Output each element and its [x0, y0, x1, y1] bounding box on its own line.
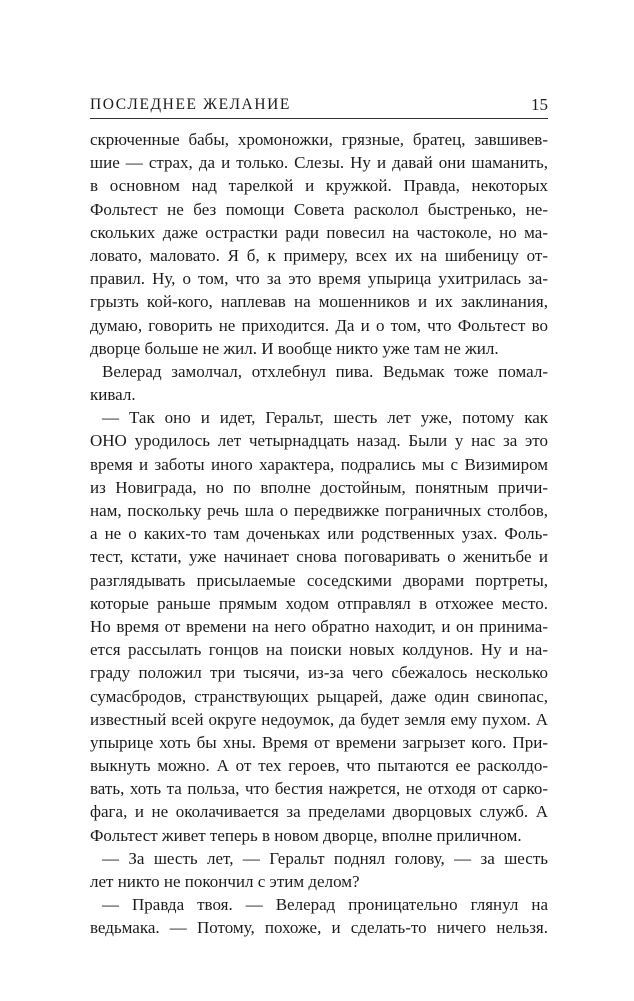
text-line: упырице хоть бы хны. Время от времени загрызет кого. При- — [90, 732, 548, 752]
text-line: Но время от времени на него обратно находит, и он принима- — [90, 616, 548, 636]
text-line: выкнуть можно. А от тех героев, что пытаются ее расколдо- — [90, 756, 548, 776]
text-line: шие — страх, да и только. Слезы. Ну и давай они шаманить, — [90, 153, 548, 173]
text-line: скрюченные бабы, хромоножки, грязные, братец, завшивев- — [90, 130, 548, 149]
text-line: сумасбродов, странствующих рыцарей, даже один свинопас, — [90, 686, 548, 706]
text-line: — Правда твоя. — Велерад проницательно глянул на — [102, 895, 548, 915]
text-line: — Так оно и идет, Геральт, шесть лет уже, потому как — [102, 408, 548, 428]
text-line: думаю, говорить не приходится. Да и о том, что Фольтест во — [90, 315, 548, 335]
text-line: вать, хоть та польза, что бестия нажрется, не отходя от сарко- — [90, 779, 548, 799]
text-line: тест, кстати, уже начинает снова поговаривать о женитьбе и — [90, 547, 548, 567]
page-number: 15 — [531, 95, 548, 114]
text-line: время и заботы иного характера, подрались мы с Визимиром — [90, 454, 548, 474]
text-line: лет никто не покончил с этим делом? — [90, 872, 360, 891]
text-line: ется рассылать гонцов на поиски новых колдунов. Ну и на- — [90, 640, 548, 660]
text-line: дворце больше не жил. И вообще никто уже там не жил. — [90, 338, 499, 358]
text-line: а не о каких-то там доченьках или родственных узах. Фоль- — [90, 524, 548, 544]
text-line: фага, и не околачивается за пределами дворцовых служб. А — [90, 802, 548, 822]
text-line: кивал. — [90, 385, 136, 405]
text-line: известный всей округе недоумок, да будет земля ему пухом. А — [90, 709, 548, 729]
text-line: грызть кой-кого, наплевав на мошенников и их заклинания, — [90, 292, 548, 312]
body-text — [90, 128, 548, 940]
text-line: Фольтест живет теперь в новом дворце, вполне приличном. — [90, 825, 522, 845]
text-line: ведьмака. — Потому, похоже, и сделать-то ничего нельзя. — [90, 918, 548, 938]
header-rule — [90, 118, 548, 119]
text-line: Фольтест не без помощи Совета расколол быстренько, не- — [90, 199, 548, 219]
running-head — [90, 95, 548, 119]
text-line: в основном над тарелкой и кружкой. Правда, некоторых — [90, 176, 548, 196]
running-title: ПОСЛЕДНЕЕ ЖЕЛАНИЕ — [90, 96, 291, 113]
text-line: из Новиграда, но по вполне достойным, понятным причи- — [90, 477, 548, 497]
text-line: скольких даже остраcтки ради повесил на частоколе, но ма- — [90, 222, 548, 242]
text-line: — За шесть лет, — Геральт поднял голову, — за шесть — [102, 848, 548, 868]
text-line: нам, поскольку речь шла о передвижке пограничных столбов, — [90, 501, 548, 520]
text-line: Велерад замолчал, отхлебнул пива. Ведьмак тоже помал- — [102, 361, 548, 381]
text-line: правил. Ну, о том, что за это время упырица ухитрилась за- — [90, 269, 548, 289]
text-line: граду положил три тысячи, из-за чего сбежалось несколько — [90, 663, 548, 683]
text-line: ОНО уродилось лет четырнадцать назад. Были у нас за это — [90, 431, 548, 451]
text-line: которые раньше прямым ходом отправлял в отхожее место. — [90, 593, 548, 613]
text-line: разглядывать присылаемые соседскими дворами портреты, — [90, 570, 548, 590]
text-line: ловато, маловато. Я б, к примеру, всех их на шибеницу от- — [90, 245, 548, 265]
